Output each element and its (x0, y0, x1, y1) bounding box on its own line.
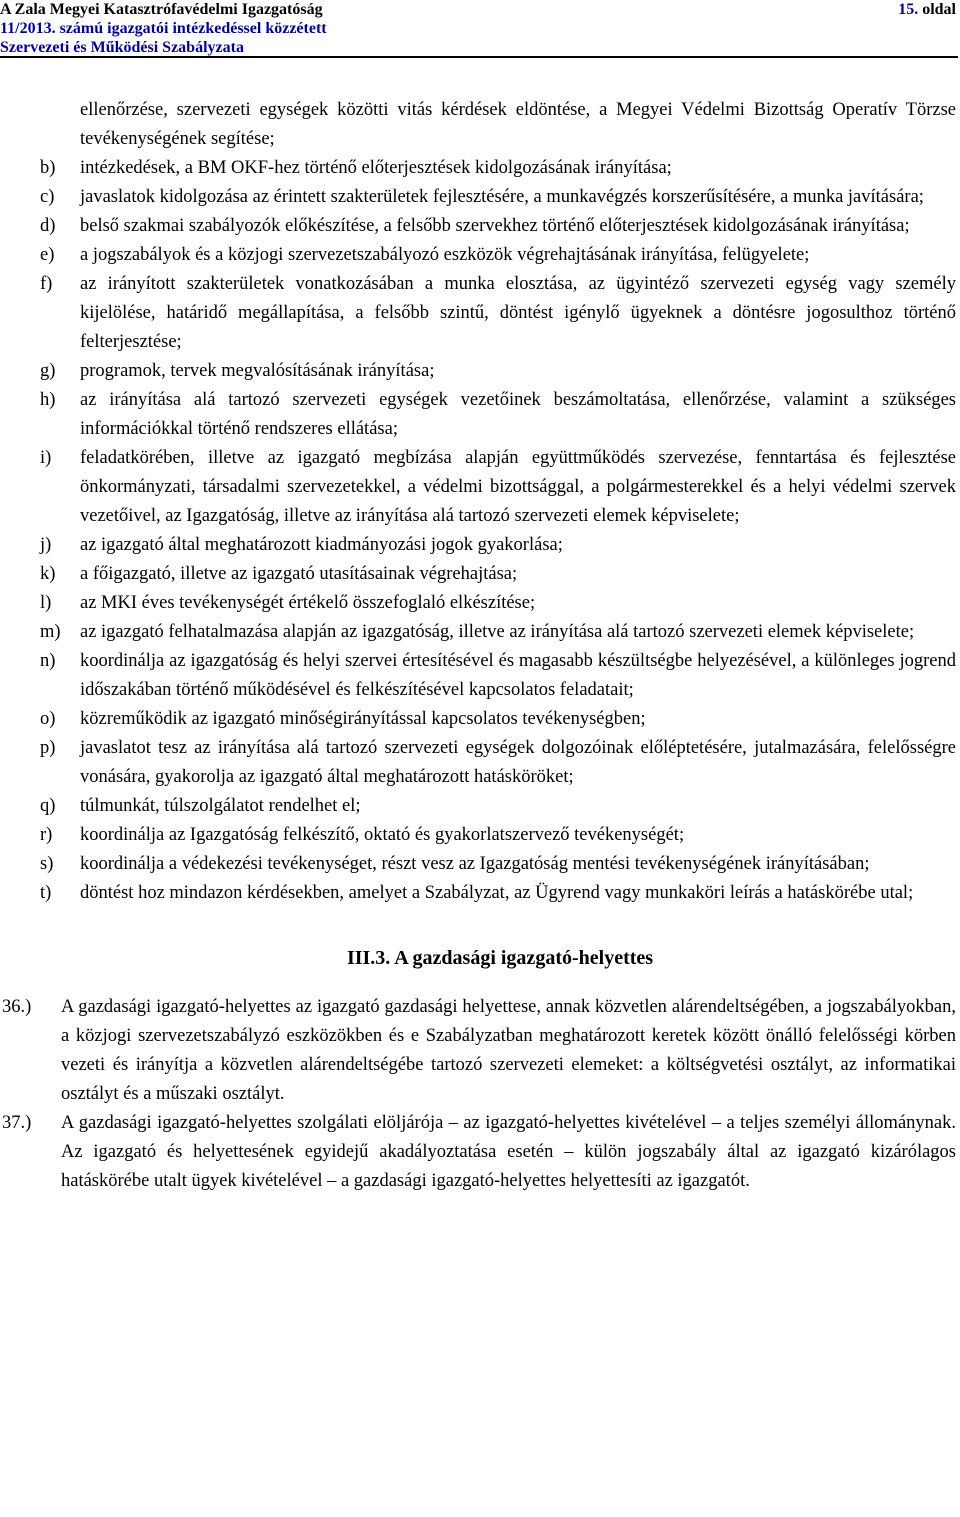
list-item (0, 705, 960, 734)
list-item-text: túlmunkát, túlszolgálatot rendelhet el; (80, 796, 361, 816)
list-item-marker: q) (40, 796, 56, 816)
page-header (0, 0, 958, 58)
list-item (0, 183, 960, 212)
list-item-text: az irányított szakterületek vonatkozásában a munka elosztása, az ügyintéző szervezeti egység vagy személy kijelölése, határidő megállapítása, a felsőbb szintű, döntést igénylő ügyeknek a döntésre jogosulthoz történő felterjesztése; (80, 274, 956, 352)
list-item-text: közreműködik az igazgató minőségirányítással kapcsolatos tevékenységben; (80, 709, 646, 729)
list-item-marker: d) (40, 216, 56, 236)
list-item-text: javaslatok kidolgozása az érintett szakterületek fejlesztésére, a munkavégzés korszerűsítésére, a munka javítására; (80, 187, 924, 207)
list-item-marker: l) (40, 593, 52, 613)
document-body (0, 96, 960, 1196)
list-item-marker: g) (40, 361, 56, 381)
lettered-list (0, 154, 960, 908)
list-item-text: koordinálja az Igazgatóság felkészítő, oktató és gyakorlatszervező tevékenységét; (80, 825, 685, 845)
list-item-marker: f) (40, 274, 53, 294)
list-item-text: a jogszabályok és a közjogi szervezetszabályozó eszközök végrehajtásának irányítása, felügyelete; (80, 245, 810, 265)
header-document-title: Szervezeti és Működési Szabályzata (0, 39, 244, 56)
list-item (0, 154, 960, 183)
list-item-marker: h) (40, 390, 56, 410)
intro-paragraph: ellenőrzése, szervezeti egységek közötti vitás kérdések eldöntése, a Megyei Védelmi Bizottság Operatív Törzse tevékenységének segítése; (80, 100, 956, 149)
list-item (0, 212, 960, 241)
page-number-value: 15. (898, 1, 919, 18)
section-heading: III.3. A gazdasági igazgató-helyettes (346, 947, 654, 969)
list-item-marker: p) (40, 738, 56, 758)
list-item (0, 850, 960, 879)
list-item (0, 357, 960, 386)
list-item-marker: n) (40, 651, 56, 671)
list-item-text: az igazgató által meghatározott kiadmányozási jogok gyakorlása; (80, 535, 563, 555)
paragraph-text: A gazdasági igazgató-helyettes az igazgató gazdasági helyettese, annak közvetlen alárendeltségében, a jogszabályokban, a közjogi szervezetszabályzó eszközökben és e Szabályzatban meghatározott keretek között önálló felelősségi körben vezeti és irányítja a közvetlen alárendeltségébe tartozó szervezeti elemeket: a költségvetési osztályt, az informatikai osztályt és a műszaki osztályt. (61, 997, 956, 1104)
list-item-text: az MKI éves tevékenységét értékelő összefoglaló elkészítése; (80, 593, 536, 613)
list-item-marker: m) (40, 622, 61, 642)
list-item-text: koordinálja az igazgatóság és helyi szervei értesítésével és magasabb készültségbe helyezésével, a különleges jogrend időszakában történő működésével és felkészítésével kapcsolatos feladatait; (80, 651, 956, 700)
numbered-paragraph (0, 993, 960, 1109)
list-item-marker: i) (40, 448, 52, 468)
page-number (898, 0, 956, 19)
list-item-text: a főigazgató, illetve az igazgató utasításainak végrehajtása; (80, 564, 518, 584)
list-item (0, 734, 960, 792)
list-item (0, 241, 960, 270)
list-item-marker: s) (40, 854, 54, 874)
list-item (0, 879, 960, 908)
page-number-word: oldal (922, 1, 956, 18)
list-item (0, 560, 960, 589)
list-item (0, 386, 960, 444)
list-item-text: koordinálja a védekezési tevékenységet, részt vesz az Igazgatóság mentési tevékenységének irányításában; (80, 854, 870, 874)
list-item-marker: t) (40, 883, 52, 903)
list-item-marker: r) (40, 825, 53, 845)
numbered-list (0, 993, 960, 1196)
paragraph-number: 36.) (2, 997, 32, 1017)
list-item-text: döntést hoz mindazon kérdésekben, amelyet a Szabályzat, az Ügyrend vagy munkaköri leírás a hatáskörébe utal; (80, 883, 914, 903)
list-item-marker: b) (40, 158, 56, 178)
list-item-text: intézkedések, a BM OKF-hez történő előterjesztések kidolgozásának irányítása; (80, 158, 672, 178)
list-item-text: programok, tervek megvalósításának irányítása; (80, 361, 435, 381)
list-item-text: belső szakmai szabályozók előkészítése, a felsőbb szervekhez történő előterjesztések kidolgozásának irányítása; (80, 216, 910, 236)
numbered-paragraph (0, 1109, 960, 1196)
paragraph-number: 37.) (2, 1113, 32, 1133)
header-decree: 11/2013. számú igazgatói intézkedéssel közzétett (0, 20, 327, 37)
list-item-text: feladatkörében, illetve az igazgató megbízása alapján együttműködés szervezése, fenntartása és fejlesztése önkormányzati, társadalmi szervezetekkel, a védelmi bizottsággal, a polgármesterekkel és a helyi védelmi szervek vezetőivel, az Igazgatóság, illetve az irányítása alá tartozó szervezeti elemek képviselete; (80, 448, 956, 526)
list-item (0, 821, 960, 850)
list-item-marker: o) (40, 709, 56, 729)
list-item-marker: c) (40, 187, 55, 207)
list-item-marker: j) (40, 535, 52, 555)
list-item (0, 270, 960, 357)
paragraph-text: A gazdasági igazgató-helyettes szolgálati elöljárója – az igazgató-helyettes kivételével – a teljes személyi állománynak. Az igazgató és helyettesének egyidejű akadályoztatása esetén – külön jogszabály által az igazgató kizárólagos hatáskörébe utalt ügyek kivételével – a gazdasági igazgató-helyettes helyettesíti az igazgatót. (61, 1113, 956, 1191)
header-organization: A Zala Megyei Katasztrófavédelmi Igazgatóság (0, 1, 323, 18)
list-item-marker: e) (40, 245, 55, 265)
list-item (0, 618, 960, 647)
list-item (0, 531, 960, 560)
list-item-text: javaslatot tesz az irányítása alá tartozó szervezeti egységek dolgozóinak előléptetésére, jutalmazására, felelősségre vonására, gyakorolja az igazgató által meghatározott hatásköröket; (80, 738, 956, 787)
list-item (0, 444, 960, 531)
list-item-text: az irányítása alá tartozó szervezeti egységek vezetőinek beszámoltatása, ellenőrzése, valamint a szükséges információkkal történő rendszeres ellátása; (80, 390, 956, 439)
list-item (0, 647, 960, 705)
list-item (0, 792, 960, 821)
list-item-text: az igazgató felhatalmazása alapján az igazgatóság, illetve az irányítása alá tartozó szervezeti elemek képviselete; (80, 622, 915, 642)
list-item (0, 589, 960, 618)
list-item-marker: k) (40, 564, 56, 584)
